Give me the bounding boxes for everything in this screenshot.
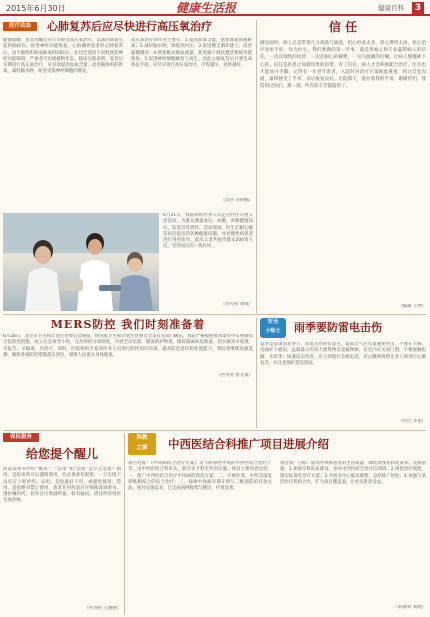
article-body: 项目推广目标：提高中风病患者的生活质量，降低致残率和复发率。具体措施：1.加强专科队伍建设，举办中西医结合诊疗培训班；2.规范诊疗流程，制定标准化治疗方案；3.开展多中心临床观察，总结推广经验；4.加强与基层医疗机构合作，扩大项目覆盖面，让更多患者受益。 (280, 461, 426, 485)
article-body: 6月21日，我院组织医务人员走进社区开展义诊活动，为群众测量血压、血糖，讲解健康知识，发放宣传资料。活动现场，医生们耐心解答居民提出的各种健康问题，并对慢性病患者进行用药指导。此次义诊共接待群众200余人次，受到居民的一致好评。 (163, 213, 253, 250)
article-mers (3, 318, 253, 372)
article-headline: 心肺复苏后应尽快进行高压氧治疗 (47, 20, 212, 33)
article-trust (260, 20, 426, 312)
article-byline: （宣传科 黄成） (220, 302, 253, 307)
article-headline: 给您提个醒儿 (25, 447, 98, 461)
article-body: 刚见面时，病人总是带着几分戒备与疑虑，担心检查太多，担心费用太高，担心治疗效果不好。作为医生，我们要做的第一件事，就是用耐心和专业赢得病人的信任。一次次细致的问诊，一次次耐心的解释，一句句温暖的叮嘱，让病人慢慢卸下心防。信任是医患之间最珍贵的纽带，有了信任，病人才会积极配合治疗，医生也才能放开手脚。记得有一位老年患者，入院时对治疗方案顾虑重重，经过反复沟通，最终接受了手术，术后恢复良好。出院那天，他拉着我的手说：谢谢你们，我信得过你们。那一刻，所有的辛苦都值得了。 (260, 41, 426, 90)
article-outreach (163, 213, 253, 311)
article-headline: 中西医结合科推广项目进展介绍 (168, 437, 329, 451)
article-body: 夏季是雷雨多发季节，雷电击伤时有发生。雷雨天气应尽量避免外出，不要在大树、电线杆下避雨，远离孤立的高大建筑物及金属物体；在室内应关闭门窗，不要接触电器、水管等；如遇雷击伤者，应立即拨打急救电话，对心跳呼吸停止者立即进行心肺复苏，并注意保护烧伤创面。 (260, 342, 426, 366)
article-body: 健康提醒：患者清醒后应尽早接受高压氧治疗，以减轻缺氧引起的脑损伤，促进神经功能恢复。心脏骤停患者经心肺复苏后，由于脑组织缺血缺氧时间较长，往往会遗留不同程度的神经功能障碍，严重者可出现植物状态。临床实践表明，复苏后早期进行高压氧治疗，可有效提高血氧含量，改善脑组织的供氧，减轻脑水肿，促进受损神经细胞的修复。 (3, 38, 123, 75)
article-byline: （吴兵 等供稿） (220, 198, 253, 203)
page-number: 3 (412, 2, 424, 14)
article-body: 项目名称：《中风病结合治疗方案》及《病毒性中风的中西医结合治疗》等，由中西医结合科牵头，联合多个科室共同实施。项目主要内容包括：一、推广中西医结合治疗中风病的规范方案；二、开展针灸、中药及康复训练相结合的综合治疗；三、探索中风病早期干预与二级预防的有效方法。项目实施以来，已完成病例收集与随访，疗效显著。 (128, 461, 272, 492)
tip-tag (128, 433, 156, 455)
article-byline: （社区 李星） (398, 419, 426, 424)
article-byline: （药剂科 王晓丽） (84, 606, 121, 611)
section-name: 健康百科 (378, 4, 404, 12)
article-byline: （编辑 王坤） (398, 304, 426, 309)
photo-illustration (3, 213, 159, 311)
article-lightning (260, 318, 426, 428)
article-body: 高压氧治疗的作用主要有：1.提高血氧含量，增加血氧弥散距离；2.减轻脑水肿，降低颅内压；3.促进侧支循环建立，改善脑微循环；4.增加椎动脉血流量，促进脑干网状激活系统功能恢复；5.促进神经细胞修复与再生。因此心肺复苏后只要生命体征平稳，应尽早进行高压氧治疗，疗程越早，效果越好。 (131, 38, 252, 69)
tip-tag-bottom: 之窗 (136, 445, 148, 451)
article-mers-cont (3, 373, 253, 425)
issue-date: 2015年6月30日 (6, 4, 66, 13)
paper-title: 健康生活报 (176, 1, 237, 15)
article-byline: （科教科 刘晓） (393, 605, 426, 610)
article-hyperbaric (3, 20, 253, 210)
tip-tag-top: 科教 (136, 435, 148, 441)
masthead (0, 0, 430, 16)
article-reminder (3, 433, 121, 615)
tip-tag-top: 安全 (267, 319, 279, 325)
tip-tag (260, 318, 286, 338)
photo-clinic (3, 213, 159, 311)
article-body: 6月28日，北京市卫生和计划生育委员会通报，经国家卫生和计划生育委员会及有关部门确认，我院严格按照要求落实中东呼吸综合征防控措施，成立应急领导小组，完善预检分诊制度，开展全员培训，储备防护物资，做好隔离病房准备，切实做到早发现、早报告、早隔离、早治疗。同时，医院组织专家对医务人员进行防控知识培训，提高防范意识和处置能力。我院将继续加强监测，确保各项防控措施落实到位，保障人民群众身体健康。 (3, 334, 253, 358)
article-integrative (128, 433, 426, 615)
article-headline: MERS防控 我们时刻准备着 (50, 318, 206, 331)
article-body: 药品说明书中的“慎用”、“忌用”和“禁用”是什么意思？慎用，是指该药可以谨慎使用，但必须密切观察，一旦出现不良反应立即停药；忌用，是指最好不用，或避免使用；禁用，是指绝对禁止使用。患者在用药前应仔细阅读说明书，遵医嘱用药，切勿自行增减药量。如有疑问，请及时咨询医生或药师。 (3, 467, 121, 504)
article-byline: （医务处 唐文坡） (216, 373, 253, 378)
tip-tag-bottom: 小贴士 (265, 328, 281, 334)
article-headline: 信 任 (328, 20, 358, 34)
article-headline: 雨季要防雷电击伤 (294, 321, 382, 334)
article-tag: 保民服务 (3, 433, 39, 442)
article-tag: 医疗动态 (3, 22, 37, 31)
